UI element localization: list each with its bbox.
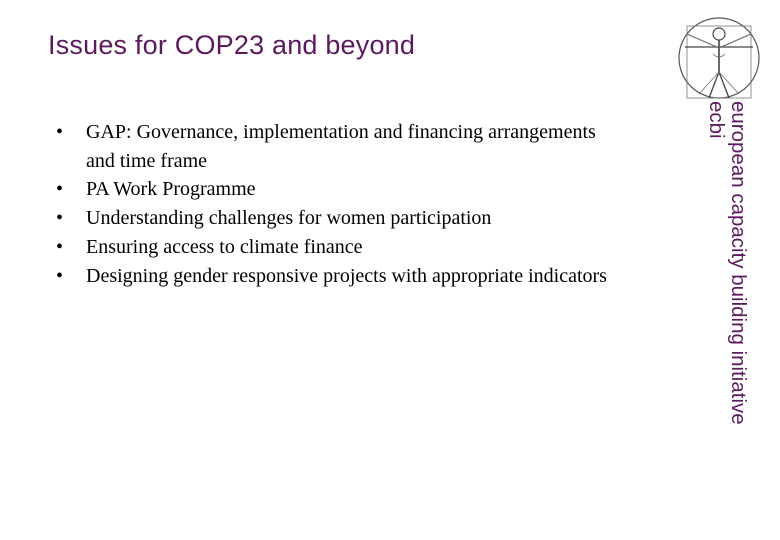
bullet-item [56, 233, 626, 262]
bullet-text: Designing gender responsive projects with appropriate indicators [86, 264, 607, 287]
bullet-marker: • [56, 207, 64, 230]
bullet-item [56, 204, 626, 233]
bullet-item [56, 175, 626, 204]
bullet-text: Ensuring access to climate finance [86, 235, 363, 258]
organization-name: european capacity building initiative [727, 101, 750, 425]
vitruvian-man-icon [675, 14, 763, 102]
bullet-text: PA Work Programme [86, 178, 256, 201]
slide-title: Issues for COP23 and beyond [48, 30, 416, 60]
bullet-item [56, 262, 626, 291]
bullet-marker: • [56, 121, 64, 143]
bullet-list [56, 118, 626, 290]
bullet-item [56, 118, 626, 175]
bullet-marker: • [56, 264, 64, 287]
organization-branding [705, 101, 749, 425]
bullet-text: GAP: Governance, implementation and financing arrangements and time frame [86, 121, 596, 172]
bullet-marker: • [56, 235, 64, 258]
organization-acronym: ecbi [705, 101, 728, 139]
bullet-text: Understanding challenges for women participation [86, 207, 492, 230]
bullet-marker: • [56, 178, 64, 201]
